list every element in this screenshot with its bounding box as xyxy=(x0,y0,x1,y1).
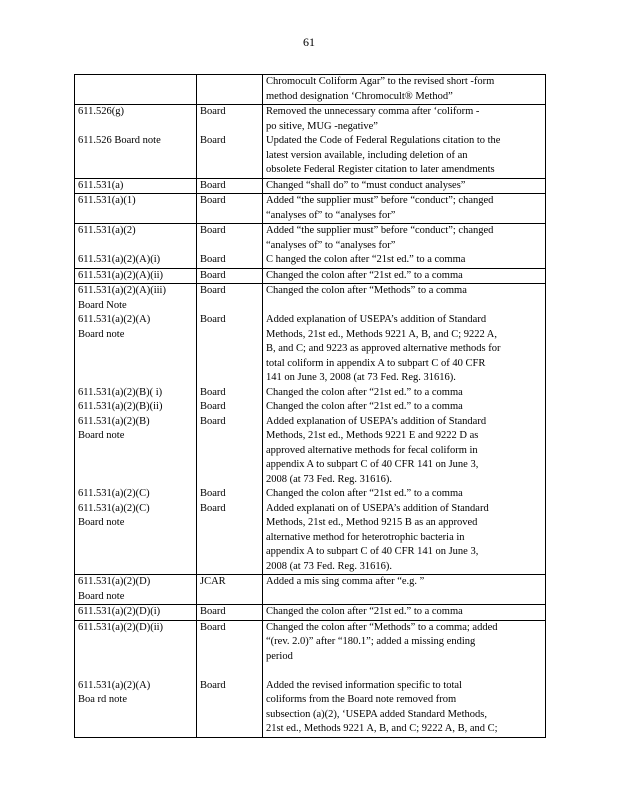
source-line: JCAR xyxy=(200,576,226,587)
source-line xyxy=(200,664,259,679)
source-cell xyxy=(197,224,263,254)
source-cell xyxy=(197,620,263,664)
source-cell xyxy=(197,605,263,621)
section-cell xyxy=(75,502,197,575)
change-line: latest version available, including deletion of an xyxy=(266,149,468,161)
table-row xyxy=(75,194,546,224)
source-line: Board xyxy=(200,502,226,514)
change-cell xyxy=(263,575,546,605)
section-line: Board note xyxy=(78,517,125,528)
section-line: 611.531(a)(2)(B)(ii) xyxy=(78,401,163,412)
change-line: period xyxy=(266,650,293,662)
section-cell xyxy=(75,178,197,194)
change-line: Updated the Code of Federal Regulations citation to the xyxy=(266,135,501,146)
section-line: 611.531(a)(2)(D) xyxy=(78,576,151,587)
change-line: 21st ed., Methods 9221 A, B, and C; 9222 A, B, and C; xyxy=(266,723,498,734)
change-line: 2008 (at 73 Fed. Reg. 31616). xyxy=(266,560,392,572)
change-cell xyxy=(263,284,546,314)
section-cell xyxy=(75,224,197,254)
source-cell xyxy=(197,253,263,268)
change-cell xyxy=(263,386,546,401)
section-line: 611.531(a)(1) xyxy=(78,195,136,206)
table-row xyxy=(75,502,546,575)
source-cell xyxy=(197,415,263,488)
source-line: Board xyxy=(200,225,226,236)
section-cell xyxy=(75,620,197,664)
change-line: “(rev. 2.0)” after “180.1”; added a missing ending xyxy=(266,636,476,647)
table-row xyxy=(75,178,546,194)
table-row xyxy=(75,400,546,415)
change-line xyxy=(266,664,542,679)
section-line: 611.531(a)(2)(A)(iii) xyxy=(78,285,166,296)
change-line: “analyses of” to “analyses for” xyxy=(266,209,396,221)
table-row xyxy=(75,605,546,621)
section-line: Board note xyxy=(78,430,125,441)
change-line: Changed the colon after “21st ed.” to a comma xyxy=(266,488,463,499)
table-row xyxy=(75,620,546,664)
table-row xyxy=(75,575,546,605)
change-line: Added explanati on of USEPA’s addition of Standard xyxy=(266,502,489,514)
section-line: 611.531(a)(2)(A)(i) xyxy=(78,254,161,265)
change-line: Changed the colon after “Methods” to a comma xyxy=(266,285,467,296)
table-row xyxy=(75,664,546,737)
change-cell xyxy=(263,664,546,737)
section-line: Board note xyxy=(78,590,125,602)
change-line: total coliform in appendix A to subpart C of 40 CFR xyxy=(266,357,486,369)
change-line: Methods, 21st ed., Methods 9221 E and 9222 D as xyxy=(266,430,479,441)
change-cell xyxy=(263,502,546,575)
table-row xyxy=(75,134,546,178)
source-line: Board xyxy=(200,269,226,281)
change-line: Added explanation of USEPA’s addition of Standard xyxy=(266,415,487,427)
section-line: 611.531(a)(2)(C) xyxy=(78,488,150,499)
section-cell xyxy=(75,400,197,415)
change-cell xyxy=(263,487,546,502)
section-line: 611.531(a)(2)(B) xyxy=(78,415,150,427)
section-cell xyxy=(75,313,197,386)
table-row xyxy=(75,75,546,105)
section-line: 611.531(a)(2)(A) xyxy=(78,314,151,325)
source-line: Board xyxy=(200,401,226,412)
change-line: coliforms from the Board note removed from xyxy=(266,694,457,705)
source-cell xyxy=(197,487,263,502)
change-line: appendix A to subpart C of 40 CFR 141 on June 3, xyxy=(266,546,479,557)
source-cell xyxy=(197,134,263,178)
changes-table xyxy=(74,74,546,738)
source-line: Board xyxy=(200,285,226,296)
change-cell xyxy=(263,415,546,488)
change-line: 141 on June 3, 2008 (at 73 Fed. Reg. 31616). xyxy=(266,372,456,383)
source-cell xyxy=(197,194,263,224)
source-line: Board xyxy=(200,106,226,117)
change-line: obsolete Federal Register citation to later amendments xyxy=(266,164,495,175)
source-cell xyxy=(197,268,263,284)
section-line: Board Note xyxy=(78,299,127,311)
section-line: 611.531(a) xyxy=(78,179,124,191)
change-cell xyxy=(263,178,546,194)
change-cell xyxy=(263,75,546,105)
change-cell xyxy=(263,194,546,224)
table-row xyxy=(75,284,546,314)
source-cell xyxy=(197,105,263,135)
source-line: Board xyxy=(200,314,226,325)
changes-table-body xyxy=(75,75,546,738)
section-line: 611.531(a)(2)(D)(ii) xyxy=(78,621,164,633)
source-line: Board xyxy=(200,135,226,146)
change-line: alternative method for heterotrophic bacteria in xyxy=(266,531,465,543)
table-row xyxy=(75,268,546,284)
section-line: 611.531(a)(2)(A)(ii) xyxy=(78,269,164,281)
source-cell xyxy=(197,502,263,575)
change-line: po sitive, MUG -negative” xyxy=(266,120,378,132)
section-line: 611.531(a)(2)(A) xyxy=(78,679,151,691)
table-row xyxy=(75,313,546,386)
table-row xyxy=(75,105,546,135)
change-line: Added “the supplier must” before “conduct”; changed xyxy=(266,225,494,236)
change-cell xyxy=(263,253,546,268)
section-cell xyxy=(75,253,197,268)
change-cell xyxy=(263,134,546,178)
change-line: Methods, 21st ed., Methods 9221 A, B, and C; 9222 A, xyxy=(266,328,498,340)
change-line: Added explanation of USEPA’s addition of Standard xyxy=(266,314,487,325)
table-row xyxy=(75,224,546,254)
change-line: Changed the colon after “21st ed.” to a comma xyxy=(266,386,463,398)
page-number: 61 xyxy=(303,35,315,49)
change-line: Changed the colon after “21st ed.” to a comma xyxy=(266,606,463,617)
change-line: Changed the colon after “Methods” to a comma; added xyxy=(266,621,498,633)
source-line: Board xyxy=(200,488,226,499)
section-cell xyxy=(75,575,197,605)
change-line: Chromocult Coliform Agar” to the revised short -form xyxy=(266,76,495,87)
source-cell xyxy=(197,400,263,415)
table-row xyxy=(75,253,546,268)
source-cell xyxy=(197,75,263,105)
change-line: Added “the supplier must” before “conduct”; changed xyxy=(266,195,494,206)
section-line: 611.526 Board note xyxy=(78,135,161,146)
change-line: Changed “shall do” to “must conduct analyses” xyxy=(266,179,466,191)
section-cell xyxy=(75,284,197,314)
section-line: 611.531(a)(2) xyxy=(78,225,136,236)
change-cell xyxy=(263,224,546,254)
change-cell xyxy=(263,400,546,415)
change-line: 2008 (at 73 Fed. Reg. 31616). xyxy=(266,473,392,485)
change-cell xyxy=(263,268,546,284)
change-line: Added a mis sing comma after “e.g. ” xyxy=(266,576,425,587)
source-cell xyxy=(197,664,263,737)
change-line: Added the revised information specific to total xyxy=(266,679,462,691)
change-cell xyxy=(263,605,546,621)
table-row xyxy=(75,487,546,502)
source-cell xyxy=(197,386,263,401)
table-row xyxy=(75,386,546,401)
change-line: Removed the unnecessary comma after ‘coliform - xyxy=(266,106,480,117)
section-cell xyxy=(75,664,197,737)
section-cell xyxy=(75,605,197,621)
change-line: Changed the colon after “21st ed.” to a comma xyxy=(266,401,463,412)
change-line: B, and C; and 9223 as approved alternative methods for xyxy=(266,343,501,354)
source-cell xyxy=(197,575,263,605)
change-line: Changed the colon after “21st ed.” to a comma xyxy=(266,269,463,281)
section-line: Board note xyxy=(78,328,125,340)
section-line: 611.531(a)(2)(C) xyxy=(78,502,150,514)
section-line: 611.531(a)(2)(D)(i) xyxy=(78,606,161,617)
change-line: Methods, 21st ed., Method 9215 B as an approved xyxy=(266,517,478,528)
section-cell xyxy=(75,134,197,178)
source-line: Board xyxy=(200,195,226,206)
change-cell xyxy=(263,620,546,664)
section-line xyxy=(78,664,193,679)
change-line: approved alternative methods for fecal coliform in xyxy=(266,444,478,456)
section-cell xyxy=(75,75,197,105)
change-line: “analyses of” to “analyses for” xyxy=(266,239,396,251)
change-line: appendix A to subpart C of 40 CFR 141 on June 3, xyxy=(266,459,479,470)
change-cell xyxy=(263,105,546,135)
change-line: subsection (a)(2), ‘USEPA added Standard Methods, xyxy=(266,708,487,720)
source-line: Board xyxy=(200,606,226,617)
source-line: Board xyxy=(200,386,226,398)
source-line: Board xyxy=(200,179,226,191)
section-cell xyxy=(75,487,197,502)
source-cell xyxy=(197,313,263,386)
section-cell xyxy=(75,268,197,284)
table-row xyxy=(75,415,546,488)
source-cell xyxy=(197,178,263,194)
section-cell xyxy=(75,105,197,135)
source-line: Board xyxy=(200,254,226,265)
section-cell xyxy=(75,194,197,224)
change-line: method designation ‘Chromocult® Method” xyxy=(266,90,453,102)
section-cell xyxy=(75,386,197,401)
change-cell xyxy=(263,313,546,386)
section-line: 611.531(a)(2)(B)( i) xyxy=(78,386,163,398)
source-line: Board xyxy=(200,415,226,427)
change-line: C hanged the colon after “21st ed.” to a comma xyxy=(266,254,466,265)
source-line: Board xyxy=(200,621,226,633)
section-line: 611.526(g) xyxy=(78,106,124,117)
source-line: Board xyxy=(200,679,226,691)
section-line: Boa rd note xyxy=(78,694,127,705)
source-cell xyxy=(197,284,263,314)
section-cell xyxy=(75,415,197,488)
